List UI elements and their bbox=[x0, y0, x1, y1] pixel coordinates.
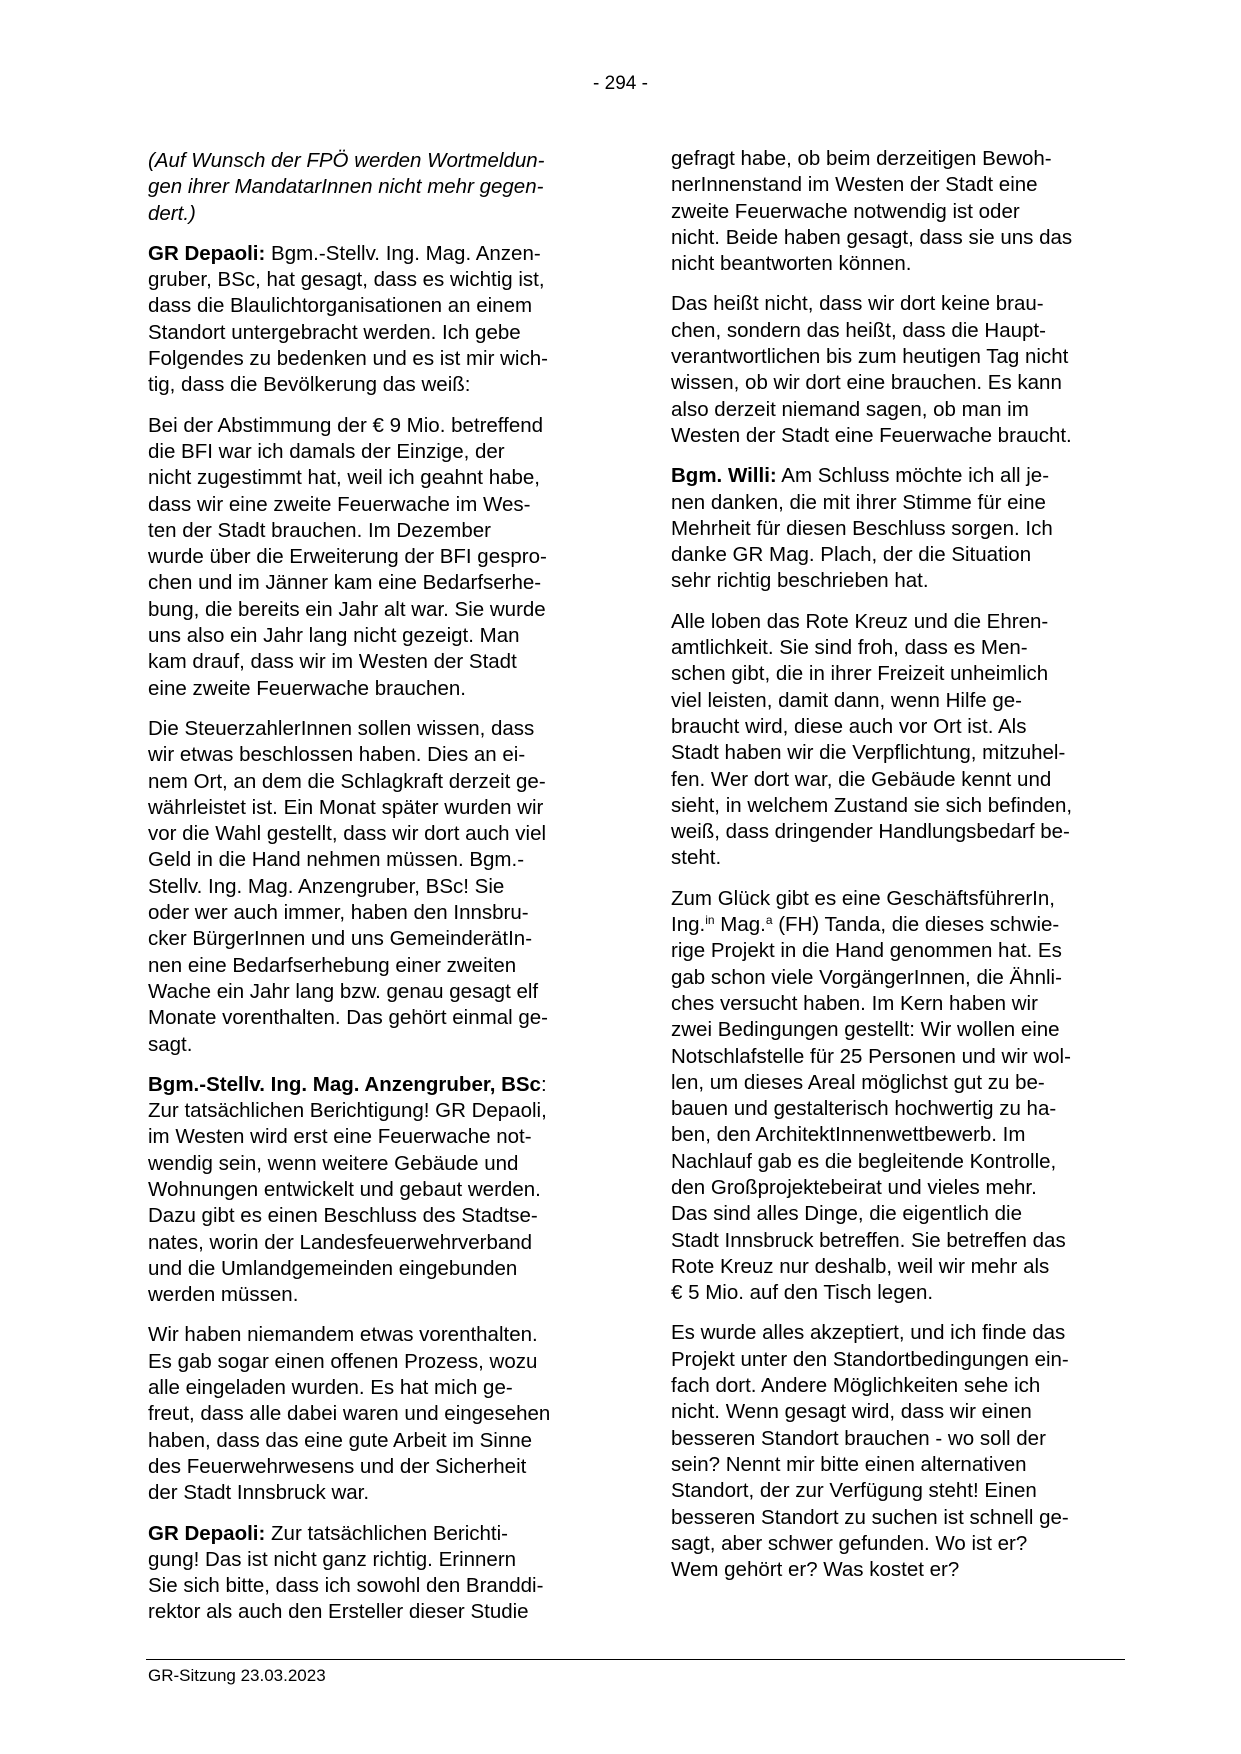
paragraph-text: : Zur tatsächlichen Berichtigung! GR Depaoli, im Westen wird erst eine Feuerwache not- wendig sein, wenn weitere Gebäude und Wohnungen entwickelt und gebaut werden. Dazu gibt es einen Beschluss des Stadtse- nates, worin der Landesfeuerwehrverband und die Umlandgemeinden eingebunden werden müssen. bbox=[148, 1072, 547, 1307]
superscript: a bbox=[765, 913, 773, 928]
paragraph: Bei der Abstimmung der € 9 Mio. betreffend die BFI war ich damals der Einzige, der nicht zugestimmt hat, weil ich geahnt habe, dass wir eine zweite Feuerwache im Wes- ten der Stadt brauchen. Im Dezember wurde über die Erweiterung der BFI gespro- chen und im Jänner kam eine Bedarfserhe- bung, die bereits ein Jahr alt war. Sie wurde uns also ein Jahr lang nicht gezeigt. Man kam drauf, dass wir im Westen der Stadt eine zweite Feuerwache brauchen. bbox=[148, 413, 547, 700]
paragraph-text: Zur tatsächlichen Berichti- gung! Das ist nicht ganz richtig. Erinnern Sie sich bitte, dass ich sowohl den Branddi- rektor als auch den Ersteller dieser Studie bbox=[148, 1521, 544, 1624]
footer-session-date: GR-Sitzung 23.03.2023 bbox=[148, 1666, 326, 1685]
paragraph bbox=[148, 1072, 613, 1309]
paragraph-text: Zum Glück gibt es eine GeschäftsführerIn, Ing. bbox=[671, 886, 1055, 937]
footer-divider bbox=[146, 1659, 1125, 1660]
paragraph: gefragt habe, ob beim derzeitigen Bewoh- nerInnenstand im Westen der Stadt eine zweite Feuerwache notwendig ist oder nicht. Beide haben gesagt, dass sie uns das nicht beantworten können. bbox=[671, 147, 1073, 276]
paragraph: Es wurde alles akzeptiert, und ich finde das Projekt unter den Standortbedingungen ein- fach dort. Andere Möglichkeiten sehe ich nicht. Wenn gesagt wird, dass wir einen besseren Standort brauchen - wo soll der sein? Nennt mir bitte einen alternativen Standort, der zur Verfügung steht! Einen besseren Standort zu suchen ist schnell ge- sagt, aber schwer gefunden. Wo ist er? Wem gehört er? Was kostet er? bbox=[671, 1321, 1069, 1582]
page-number: - 294 - bbox=[593, 73, 648, 94]
paragraph-text: Mag. bbox=[714, 913, 766, 937]
paragraph bbox=[148, 1521, 613, 1626]
speaker-name: GR Depaoli: bbox=[148, 241, 266, 265]
left-column bbox=[148, 148, 613, 1640]
right-column bbox=[671, 146, 1136, 1597]
paragraph bbox=[671, 886, 1136, 1307]
paragraph bbox=[148, 241, 613, 399]
paragraph: Das heißt nicht, dass wir dort keine brau- chen, sondern das heißt, dass die Haupt- verantwortlichen bis zum heutigen Tag nicht wissen, ob wir dort eine brauchen. Es kann also derzeit niemand sagen, ob man im Westen der Stadt eine Feuerwache braucht. bbox=[671, 292, 1072, 447]
paragraph-text: Bgm.-Stellv. Ing. Mag. Anzen- gruber, BSc, hat gesagt, dass es wichtig ist, dass die Blaulichtorganisationen an einem Standort untergebracht werden. Ich gebe Folgendes zu bedenken und es ist mir wich- tig, dass die Bevölkerung das weiß: bbox=[148, 241, 548, 397]
paragraph-text: Am Schluss möchte ich all je- nen danken, die mit ihrer Stimme für eine Mehrheit für diesen Beschluss sorgen. Ich danke GR Mag. Plach, der die Situation sehr richtig beschrieben hat. bbox=[671, 464, 1053, 593]
paragraph bbox=[671, 463, 1136, 594]
editorial-note: (Auf Wunsch der FPÖ werden Wortmeldun- gen ihrer MandatarInnen nicht mehr gegen- dert.) bbox=[148, 149, 545, 225]
paragraph: Die SteuerzahlerInnen sollen wissen, dass wir etwas beschlossen haben. Dies an ei- nem Ort, an dem die Schlagkraft derzeit ge- währleistet ist. Ein Monat später wurden wir vor die Wahl gestellt, dass wir dort auch viel Geld in die Hand nehmen müssen. Bgm.- Stellv. Ing. Mag. Anzengruber, BSc! Sie oder wer auch immer, haben den Innsbru- cker BürgerInnen und uns GemeinderätIn- nen eine Bedarfserhebung einer zweiten Wache ein Jahr lang bzw. genau gesagt elf Monate vorenthalten. Das gehört einmal ge- sagt. bbox=[148, 716, 548, 1056]
paragraph: Wir haben niemandem etwas vorenthalten. Es gab sogar einen offenen Prozess, wozu alle eingeladen wurden. Es hat mich ge- freut, dass alle dabei waren und eingesehen haben, dass das eine gute Arbeit im Sinne des Feuerwehrwesens und der Sicherheit der Stadt Innsbruck war. bbox=[148, 1323, 551, 1505]
speaker-name: Bgm. Willi: bbox=[671, 464, 777, 488]
paragraph: Alle loben das Rote Kreuz und die Ehren- amtlichkeit. Sie sind froh, dass es Men- schen gibt, die in ihrer Freizeit unheimlich viel leisten, damit dann, wenn Hilfe ge- braucht wird, diese auch vor Ort ist. Als Stadt haben wir die Verpflichtung, mitzuhel- fen. Wer dort war, die Gebäude kennt und sieht, in welchem Zustand sie sich befinden, weiß, dass dringender Handlungsbedarf be- steht. bbox=[671, 609, 1073, 870]
speaker-name: GR Depaoli: bbox=[148, 1521, 266, 1545]
superscript: in bbox=[705, 913, 715, 928]
speaker-name: Bgm.-Stellv. Ing. Mag. Anzengruber, BSc bbox=[148, 1072, 541, 1096]
paragraph-text: (FH) Tanda, die dieses schwie- rige Projekt in die Hand genommen hat. Es gab schon viele VorgängerInnen, die Ähnli- ches versucht haben. Im Kern haben wir zwei Bedingungen gestellt: Wir wollen eine Notschlafstelle für 25 Personen und wir wol- len, um dieses Areal möglichst gut zu be- bauen und gestalterisch hochwertig zu ha- ben, den ArchitektInnenwettbewerb. Im Nachlauf gab es die begleitende Kontrolle, den Großprojektebeirat und vieles mehr. Das sind alles Dinge, die eigentlich die Stadt Innsbruck betreffen. Sie betreffen das Rote Kreuz nur deshalb, weil wir mehr als € 5 Mio. auf den Tisch legen. bbox=[671, 913, 1071, 1305]
